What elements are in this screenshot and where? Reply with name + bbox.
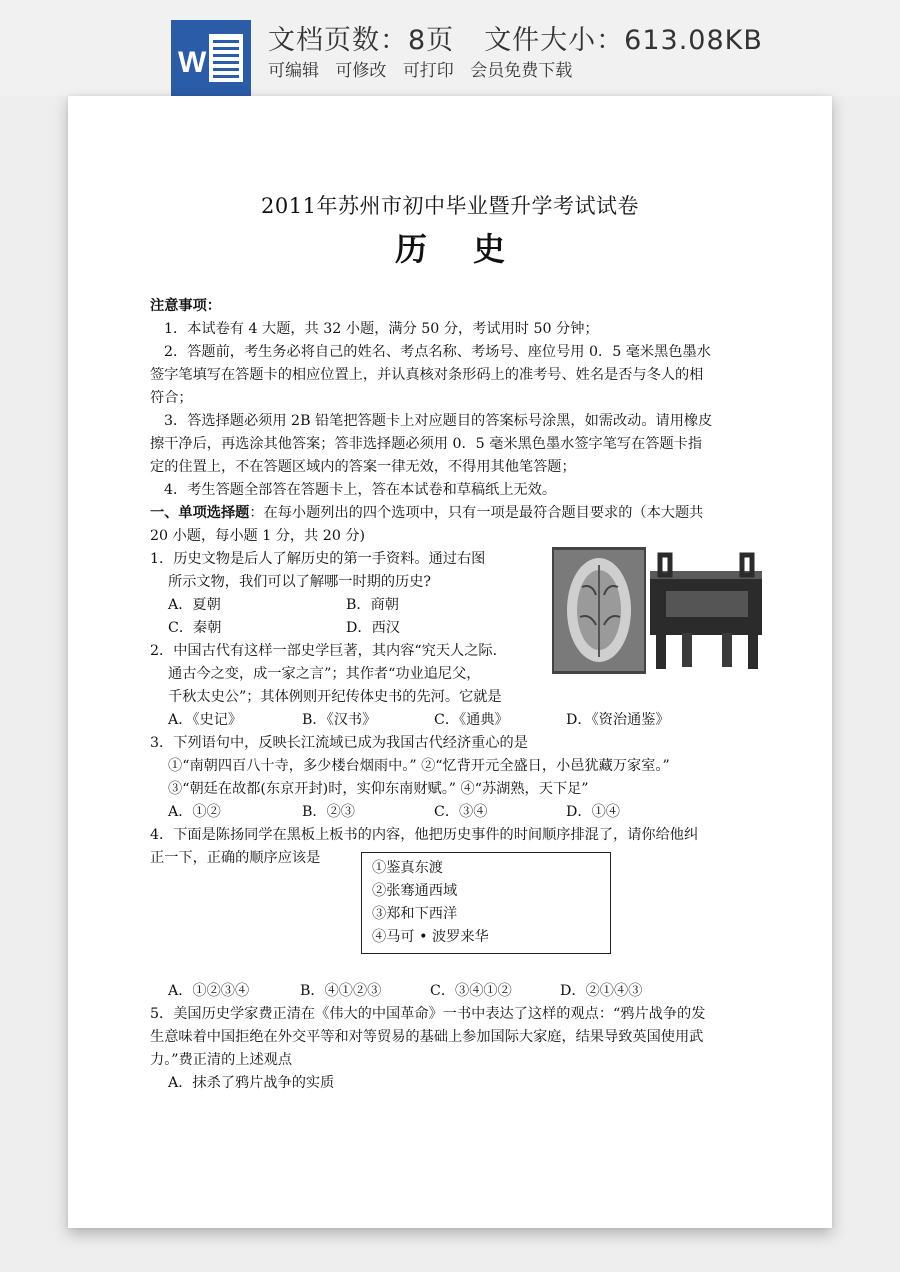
q1-option-d: D．西汉 — [346, 620, 400, 636]
notice-line: 擦干净后，再选涂其他答案；答非选择题必须用 0．5 毫米黑色墨水签字笔写在答题卡指 — [150, 436, 703, 452]
q4-option-a: A．①②③④ — [168, 983, 250, 999]
q3-option-b: B．②③ — [302, 804, 355, 820]
notice-line: 1．本试卷有 4 大题，共 32 小题，满分 50 分，考试用时 50 分钟； — [164, 321, 599, 337]
q5-stem: 生意味着中国拒绝在外交平等和对等贸易的基础上参加国际大家庭，结果导致英国使用武 — [150, 1029, 704, 1045]
notice-line: 2．答题前，考生务必将自己的姓名、考点名称、考场号、座位号用 0．5 毫米黑色墨水 — [164, 344, 711, 360]
q2-option-b: B．《汉书》 — [302, 712, 377, 728]
feature-editable: 可编辑 — [268, 61, 319, 81]
q3-option-c: C．③④ — [434, 804, 488, 820]
notice-line: 符合； — [150, 390, 193, 406]
svg-text:W: W — [178, 46, 207, 79]
q4-option-b: B．④①②③ — [300, 983, 382, 999]
notice-heading: 注意事项： — [150, 298, 221, 314]
notice-line: 签字笔填写在答题卡的相应位置上，并认真核对条形码上的准考号、姓名是否与冬人的相 — [150, 367, 704, 383]
q1-stem: 所示文物，我们可以了解哪一时期的历史? — [168, 574, 431, 590]
board-item: ④马可 • 波罗来华 — [372, 929, 489, 945]
q5-stem: 力。”费正清的上述观点 — [150, 1052, 293, 1068]
page-count: 文档页数：8页 — [268, 25, 455, 56]
document-page — [68, 96, 832, 1228]
q1-option-a: A．夏朝 — [168, 597, 221, 613]
q3-quote: ①“南朝四百八十寺，多少楼台烟雨中。” ②“忆背开元全盛日，小邑犹藏万家室。” — [168, 758, 670, 774]
board-item: ③郑和下西洋 — [372, 906, 458, 922]
file-size: 文件大小：613.08KB — [484, 25, 763, 56]
q2-stem: 2．中国古代有这样一部史学巨著，其内容“究天人之际. — [150, 643, 498, 659]
notice-line: 定的住置上，不在答题区域内的答案一律无效，不得用其他笔答题； — [150, 459, 576, 475]
q2-stem: 通古今之变，成一家之言”；其作者“功业追尼父， — [168, 666, 481, 682]
feature-printable: 可打印 — [402, 61, 454, 81]
section1-heading: 一、单项选择题 — [150, 505, 250, 521]
q1-stem: 1．历史文物是后人了解历史的第一手资料。通过右图 — [150, 551, 486, 567]
subject-title: 历史 — [394, 230, 551, 268]
q2-option-a: A．《史记》 — [168, 712, 243, 728]
download-banner — [0, 0, 900, 96]
q5-stem: 5．美国历史学家费正清在《伟大的中国革命》一书中表达了这样的观点：“鸦片战争的发 — [150, 1006, 706, 1022]
board-item: ②张骞通西域 — [372, 883, 458, 899]
q3-stem: 3．下列语句中，反映长江流域已成为我国古代经济重心的是 — [150, 735, 528, 751]
section1-desc: ：在每小题列出的四个选项中，只有一项是最符合题目要求的（本大题共 — [249, 505, 704, 521]
q2-option-c: C．《通典》 — [434, 712, 509, 728]
q4-option-c: C．③④①② — [430, 983, 512, 999]
q1-option-b: B．商朝 — [346, 597, 399, 613]
word-document-icon — [171, 20, 251, 96]
notice-line: 4．考生答题全部答在答题卡上，答在本试卷和草稿纸上无效。 — [164, 482, 557, 498]
exam-title: 2011年苏州市初中毕业暨升学考试试卷 — [261, 194, 639, 218]
board-item: ①鉴真东渡 — [372, 860, 443, 876]
q4-stem: 正一下，正确的顺序应该是 — [150, 850, 321, 866]
blackboard-box — [361, 852, 611, 954]
section1-desc-2: 20 小题，每小题 1 分，共 20 分) — [150, 528, 366, 544]
section1-intro — [150, 502, 703, 524]
feature-free-download: 会员免费下载 — [470, 61, 573, 81]
artifact-photo — [552, 547, 766, 674]
q2-stem: 千秋太史公”；其体例则开纪传体史书的先河。它就是 — [168, 689, 502, 705]
q4-stem: 4．下面是陈扬同学在黑板上板书的内容，他把历史事件的时间顺序排混了，请你给他纠 — [150, 827, 699, 843]
q5-option-a: A．抹杀了鸦片战争的实质 — [168, 1075, 335, 1091]
q3-option-d: D．①④ — [566, 804, 620, 820]
q1-option-c: C．秦朝 — [168, 620, 222, 636]
q3-quote: ③“朝廷在故都(东京开封)时，实仰东南财赋。” ④“苏湖熟，天下足” — [168, 781, 589, 797]
q3-option-a: A．①② — [168, 804, 221, 820]
banner-title — [268, 18, 763, 57]
q4-option-d: D．②①④③ — [560, 983, 643, 999]
feature-modifiable: 可修改 — [335, 61, 387, 81]
notice-line: 3．答选择题必须用 2B 铅笔把答题卡上对应题目的答案标号涂黑，如需改动。请用橡皮 — [164, 413, 713, 429]
q2-option-d: D．《资治通鉴》 — [566, 712, 670, 728]
banner-features — [268, 56, 583, 81]
